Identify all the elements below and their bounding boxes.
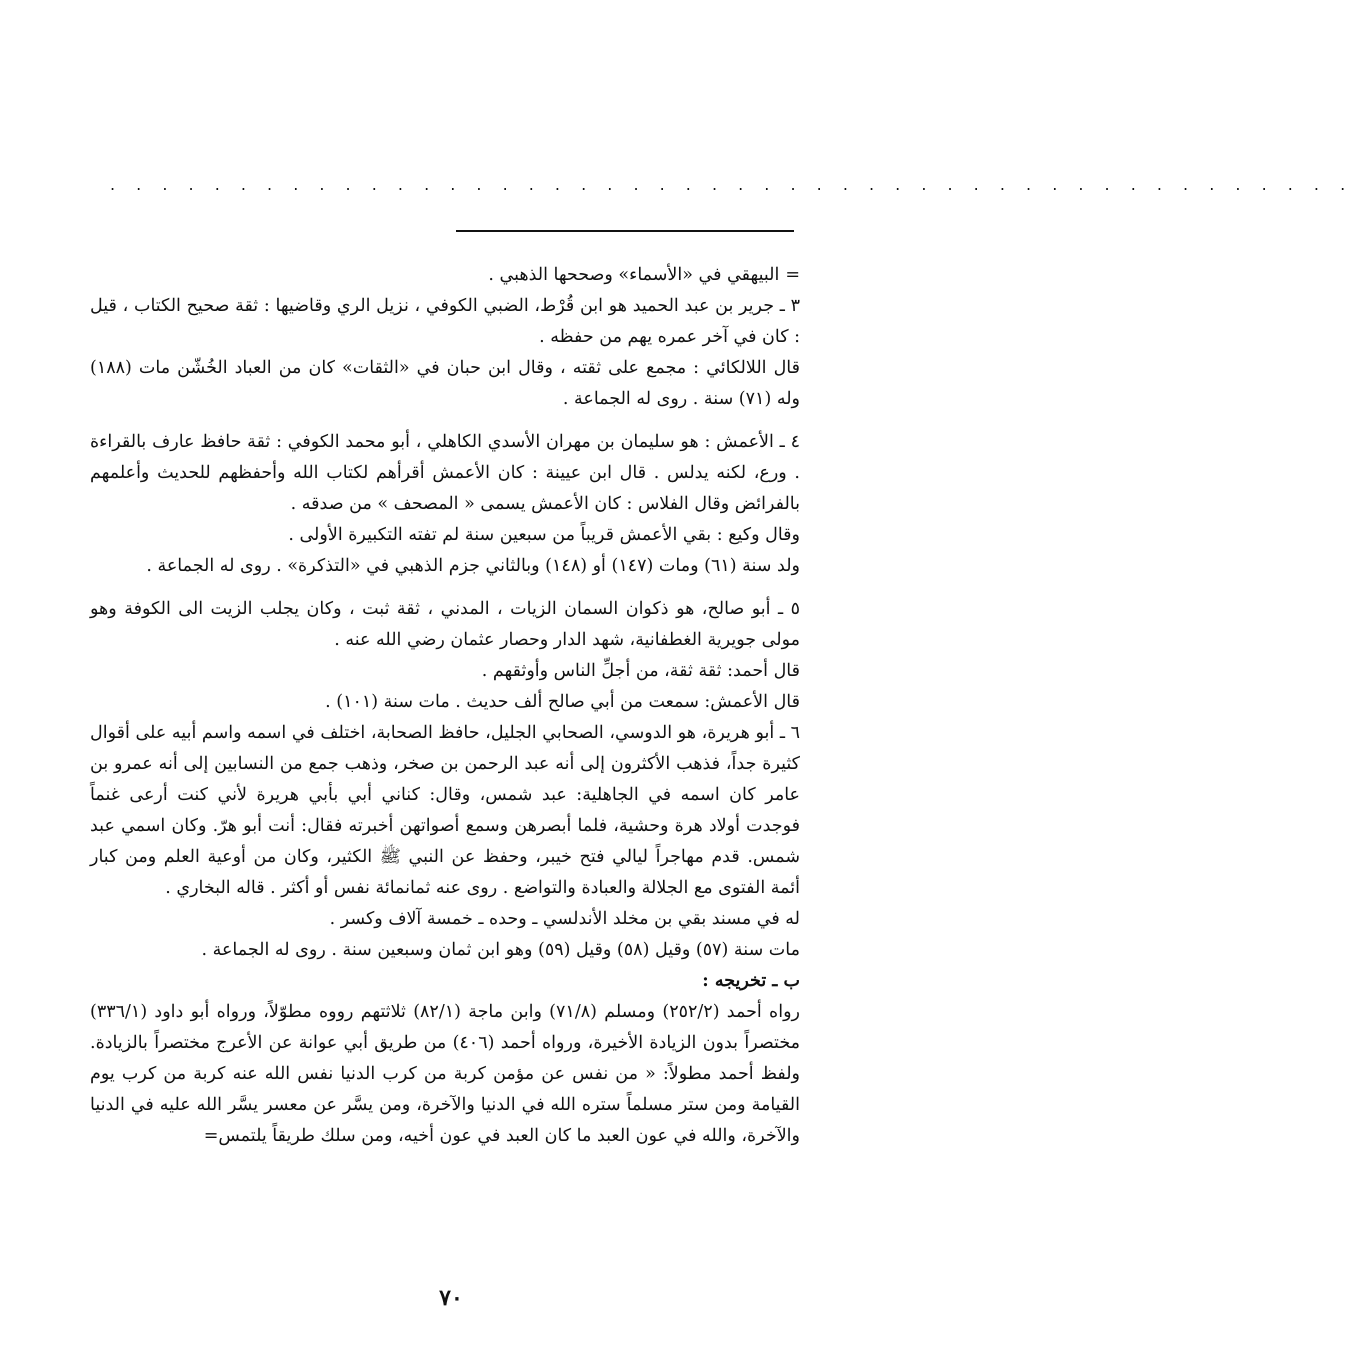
narrator-3-bio: ٣ ـ جرير بن عبد الحميد هو ابن قُرْط، الضبي الكوفي ، نزيل الري وقاضيها : ثقة صحيح الكتاب ، قيل : كان في آخر عمره يهم من حفظه . <box>90 296 800 347</box>
spacer <box>90 415 800 427</box>
page-number: ٧٠ <box>439 1285 463 1311</box>
footnote-separator-dots: . . . . . . . . . . . . . . . . . . . . . . . . . . . . . . . . . . . . . . . . . . . . . . . . <box>110 175 1353 194</box>
narrator-6-death: مات سنة (٥٧) وقيل (٥٨) وقيل (٥٩) وهو ابن ثمان وسبعين سنة . روى له الجماعة . <box>201 940 800 960</box>
narrator-5-ahmad: قال أحمد: ثقة ثقة، من أجلِّ الناس وأوثقهم . <box>481 661 800 681</box>
takhrij-text-line <box>90 997 800 1152</box>
narrator-6-bio: ٦ ـ أبو هريرة، هو الدوسي، الصحابي الجليل، حافظ الصحابة، اختلف في اسمه واسم أبيه على أقوال كثيرة جداً، فذهب الأكثرون إلى أنه عبد الرحمن بن صخر، وذهب جمع من النسابين إلى أنه عمرو بن عامر كان اسمه في الجاهلية: عبد شمس، وقال: كناني أبي بأبي هريرة لأني كنت أرعى غنماً فوجدت أولاد هرة وحشية، فلما أبصرهن وسمع أصواتهن أخبرته فقال: أنت أبو هرّ. وكان اسمي عبد شمس. قدم مهاجراً ليالي فتح خيبر، وحفظ عن النبي ﷺ الكثير، وكان من أوعية العلم ومن كبار أئمة الفتوى مع الجلالة والعبادة والتواضع . روى عنه ثمانمائة نفس أو أكثر . قاله البخاري . <box>90 723 800 898</box>
narrator-4-dates: ولد سنة (٦١) ومات (١٤٧) أو (١٤٨) وبالثاني جزم الذهبي في «التذكرة» . روى له الجماعة . <box>146 556 800 576</box>
narrator-5-amash: قال الأعمش: سمعت من أبي صالح ألف حديث . مات سنة (١٠١) . <box>325 692 800 712</box>
continuation-mark-start: = <box>785 265 800 285</box>
footnote-intro: البيهقي في «الأسماء» وصححها الذهبي . <box>488 265 780 285</box>
narrator-4-bio: ٤ ـ الأعمش : هو سليمان بن مهران الأسدي الكاهلي ، أبو محمد الكوفي : ثقة حافظ عارف بالقراءة . ورع، لكنه يدلس . قال ابن عيينة : كان الأعمش أقرأهم لكتاب الله وأحفظهم للحديث وأعلمهم بالفرائض وقال الفلاس : كان الأعمش يسمى « المصحف » من صدقه . <box>90 432 800 514</box>
continuation-mark-end: = <box>203 1126 219 1146</box>
narrator-3-note: قال اللالكائي : مجمع على ثقته ، وقال ابن حبان في «الثقات» كان من العباد الخُشّن مات (١٨٨) وله (٧١) سنة . روى له الجماعة . <box>90 358 800 409</box>
takhrij-heading: ب ـ تخريجه : <box>702 971 800 991</box>
spacer <box>90 582 800 594</box>
narrator-6-musnad: له في مسند بقي بن مخلد الأندلسي ـ وحده ـ خمسة آلاف وكسر . <box>329 909 800 929</box>
narrator-4-waki: وقال وكيع : بقي الأعمش قريباً من سبعين سنة لم تفته التكبيرة الأولى . <box>288 525 800 545</box>
footnote-separator-line <box>456 230 794 232</box>
narrator-5-bio: ٥ ـ أبو صالح، هو ذكوان السمان الزيات ، المدني ، ثقة ثبت ، وكان يجلب الزيت الى الكوفة وهو مولى جويرية الغطفانية، شهد الدار وحصار عثمان رضي الله عنه . <box>90 599 800 650</box>
footnotes-body <box>90 260 800 1152</box>
footnote-intro-line <box>90 260 800 291</box>
takhrij-text: رواه أحمد (٢٥٢/٢) ومسلم (٧١/٨) وابن ماجة (٨٢/١) ثلاثتهم رووه مطوّلاً، ورواه أبو داود (٣٣٦/١) مختصراً بدون الزيادة الأخيرة، ورواه أحمد (٤٠٦) من طريق أبي عوانة عن الأعرج مختصراً بالزيادة. ولفظ أحمد مطولاً: « من نفس عن مؤمن كربة من كرب الدنيا نفس الله عنه كربة من كرب يوم القيامة ومن ستر مسلماً ستره الله في الدنيا والآخرة، ومن يسَّر عن معسر يسَّر الله عليه في الدنيا والآخرة، والله في عون العبد ما كان العبد في عون أخيه، ومن سلك طريقاً يلتمس <box>90 1002 800 1146</box>
